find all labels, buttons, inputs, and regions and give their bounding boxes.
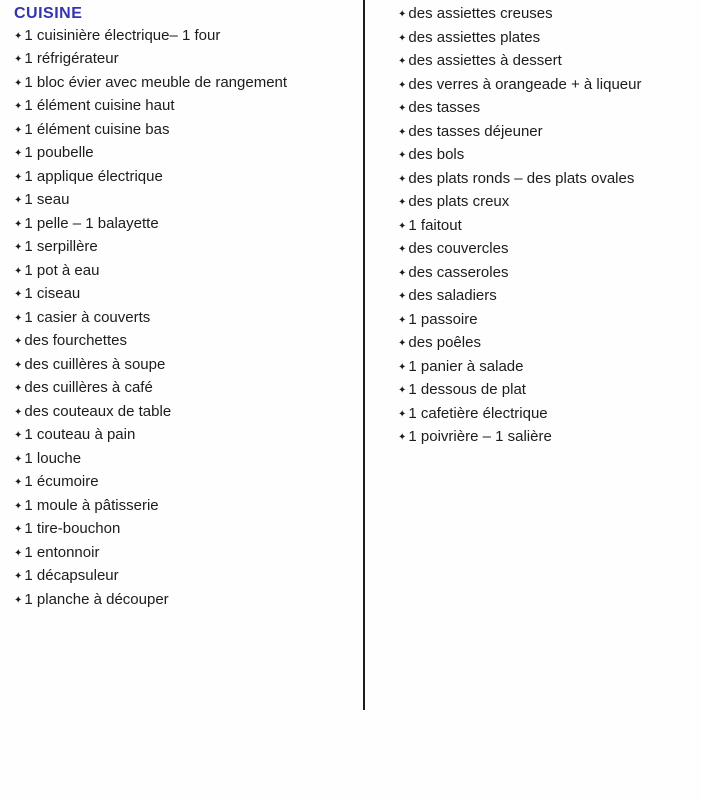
item-label: 1 seau [24, 191, 70, 208]
item-label: 1 tire-bouchon [24, 520, 121, 537]
list-item [14, 518, 359, 542]
item-label: 1 élément cuisine bas [24, 120, 170, 138]
list-item [14, 48, 359, 72]
list-item [14, 354, 359, 378]
diamond-bullet-icon: ✦ [14, 500, 23, 512]
item-label: 1 entonnoir [24, 543, 100, 561]
diamond-bullet-icon: ✦ [14, 477, 23, 488]
list-item [14, 495, 359, 519]
list-item [398, 27, 698, 51]
list-item [398, 121, 698, 145]
item-label: des plats creux [408, 193, 510, 210]
item-label: des assiettes plates [408, 28, 541, 46]
diamond-bullet-icon: ✦ [398, 150, 407, 161]
diamond-bullet-icon: ✦ [14, 571, 23, 582]
item-label: des plats ronds – des plats ovales [408, 169, 635, 187]
list-item [14, 166, 359, 190]
list-item [398, 144, 698, 168]
list-item [14, 307, 359, 331]
item-label: des cuillères à soupe [24, 355, 166, 373]
list-item [14, 589, 359, 613]
item-label: des couvercles [408, 240, 509, 257]
item-label: 1 pelle – 1 balayette [24, 214, 159, 232]
diamond-bullet-icon: ✦ [398, 244, 407, 255]
diamond-bullet-icon: ✦ [14, 453, 23, 465]
item-label: 1 moule à pâtisserie [24, 496, 159, 514]
list-item [398, 3, 698, 27]
diamond-bullet-icon: ✦ [398, 338, 407, 349]
column-divider-line [363, 0, 365, 710]
list-item [14, 189, 359, 213]
list-item [14, 565, 359, 589]
item-label: 1 écumoire [24, 473, 99, 490]
diamond-bullet-icon: ✦ [14, 406, 23, 418]
left-column [14, 0, 359, 612]
list-item [14, 95, 359, 119]
item-label: 1 casier à couverts [24, 308, 151, 326]
diamond-bullet-icon: ✦ [398, 9, 407, 20]
diamond-bullet-icon: ✦ [14, 30, 23, 42]
diamond-bullet-icon: ✦ [14, 148, 23, 159]
diamond-bullet-icon: ✦ [398, 79, 407, 91]
item-label: des poêles [408, 334, 481, 351]
diamond-bullet-icon: ✦ [398, 56, 407, 67]
diamond-bullet-icon: ✦ [14, 101, 23, 112]
right-column [398, 0, 698, 450]
list-item [14, 236, 359, 260]
item-label: 1 poubelle [24, 144, 94, 161]
list-item [398, 309, 698, 333]
item-label: des verres à orangeade + à liqueur [408, 75, 642, 93]
item-label: 1 pot à eau [24, 261, 100, 279]
list-item [14, 142, 359, 166]
diamond-bullet-icon: ✦ [14, 336, 23, 347]
list-item [398, 74, 698, 98]
list-item [398, 168, 698, 192]
item-label: des tasses déjeuner [408, 122, 543, 140]
left-item-list [14, 25, 359, 613]
diamond-bullet-icon: ✦ [398, 408, 407, 420]
item-label: 1 cafetière électrique [408, 404, 548, 422]
diamond-bullet-icon: ✦ [14, 359, 23, 371]
diamond-bullet-icon: ✦ [14, 289, 23, 300]
list-item [14, 213, 359, 237]
item-label: des bols [408, 146, 465, 163]
diamond-bullet-icon: ✦ [398, 32, 407, 44]
diamond-bullet-icon: ✦ [398, 173, 407, 185]
diamond-bullet-icon: ✦ [398, 314, 407, 326]
diamond-bullet-icon: ✦ [14, 124, 23, 136]
right-item-list [398, 0, 698, 450]
item-label: 1 panier à salade [408, 357, 524, 375]
list-item [398, 379, 698, 403]
list-item [14, 25, 359, 49]
list-item [14, 119, 359, 143]
item-label: 1 réfrigérateur [24, 50, 119, 67]
list-item [398, 332, 698, 356]
list-item [398, 356, 698, 380]
diamond-bullet-icon: ✦ [14, 265, 23, 277]
list-item [14, 424, 359, 448]
diamond-bullet-icon: ✦ [398, 126, 407, 138]
diamond-bullet-icon: ✦ [398, 291, 407, 302]
list-item [14, 448, 359, 472]
diamond-bullet-icon: ✦ [398, 432, 407, 443]
list-item [14, 260, 359, 284]
item-label: des cuillères à café [24, 379, 153, 396]
diamond-bullet-icon: ✦ [14, 383, 23, 394]
item-label: 1 décapsuleur [24, 567, 119, 584]
diamond-bullet-icon: ✦ [14, 594, 23, 606]
diamond-bullet-icon: ✦ [14, 77, 23, 89]
page-title: CUISINE [14, 5, 83, 22]
item-label: des tasses [408, 99, 481, 116]
item-label: 1 bloc évier avec meuble de rangement [24, 73, 288, 91]
diamond-bullet-icon: ✦ [398, 197, 407, 208]
item-label: des assiettes creuses [408, 5, 553, 22]
item-label: 1 planche à découper [24, 590, 169, 608]
diamond-bullet-icon: ✦ [14, 312, 23, 324]
diamond-bullet-icon: ✦ [398, 361, 407, 373]
list-item [398, 426, 698, 450]
list-item [398, 403, 698, 427]
diamond-bullet-icon: ✦ [398, 103, 407, 114]
item-label: 1 couteau à pain [24, 426, 136, 443]
item-label: des assiettes à dessert [408, 52, 562, 69]
item-label: 1 serpillère [24, 238, 98, 255]
diamond-bullet-icon: ✦ [398, 267, 407, 279]
list-item [14, 330, 359, 354]
list-item [14, 283, 359, 307]
item-label: 1 dessous de plat [408, 381, 526, 398]
list-item [398, 285, 698, 309]
diamond-bullet-icon: ✦ [14, 524, 23, 535]
diamond-bullet-icon: ✦ [14, 547, 23, 559]
item-label: 1 cuisinière électrique– 1 four [24, 26, 221, 44]
list-item [398, 238, 698, 262]
item-label: 1 ciseau [24, 285, 81, 302]
list-item [398, 215, 698, 239]
list-item [398, 262, 698, 286]
item-label: 1 faitout [408, 216, 462, 234]
item-label: 1 louche [24, 449, 82, 467]
diamond-bullet-icon: ✦ [14, 195, 23, 206]
list-item [398, 191, 698, 215]
diamond-bullet-icon: ✦ [14, 171, 23, 183]
item-label: 1 poivrière – 1 salière [408, 428, 552, 445]
list-item [14, 471, 359, 495]
diamond-bullet-icon: ✦ [14, 54, 23, 65]
list-item [398, 50, 698, 74]
item-label: des saladiers [408, 287, 497, 304]
item-label: des couteaux de table [24, 402, 172, 420]
diamond-bullet-icon: ✦ [14, 218, 23, 230]
item-label: 1 applique électrique [24, 167, 163, 185]
item-label: 1 élément cuisine haut [24, 97, 175, 114]
item-label: 1 passoire [408, 310, 478, 328]
diamond-bullet-icon: ✦ [14, 430, 23, 441]
diamond-bullet-icon: ✦ [398, 220, 407, 232]
item-label: des fourchettes [24, 332, 127, 349]
list-item [14, 401, 359, 425]
diamond-bullet-icon: ✦ [14, 242, 23, 253]
list-item [398, 97, 698, 121]
list-item [14, 72, 359, 96]
diamond-bullet-icon: ✦ [398, 385, 407, 396]
list-item [14, 542, 359, 566]
item-label: des casseroles [408, 263, 509, 281]
list-item [14, 377, 359, 401]
